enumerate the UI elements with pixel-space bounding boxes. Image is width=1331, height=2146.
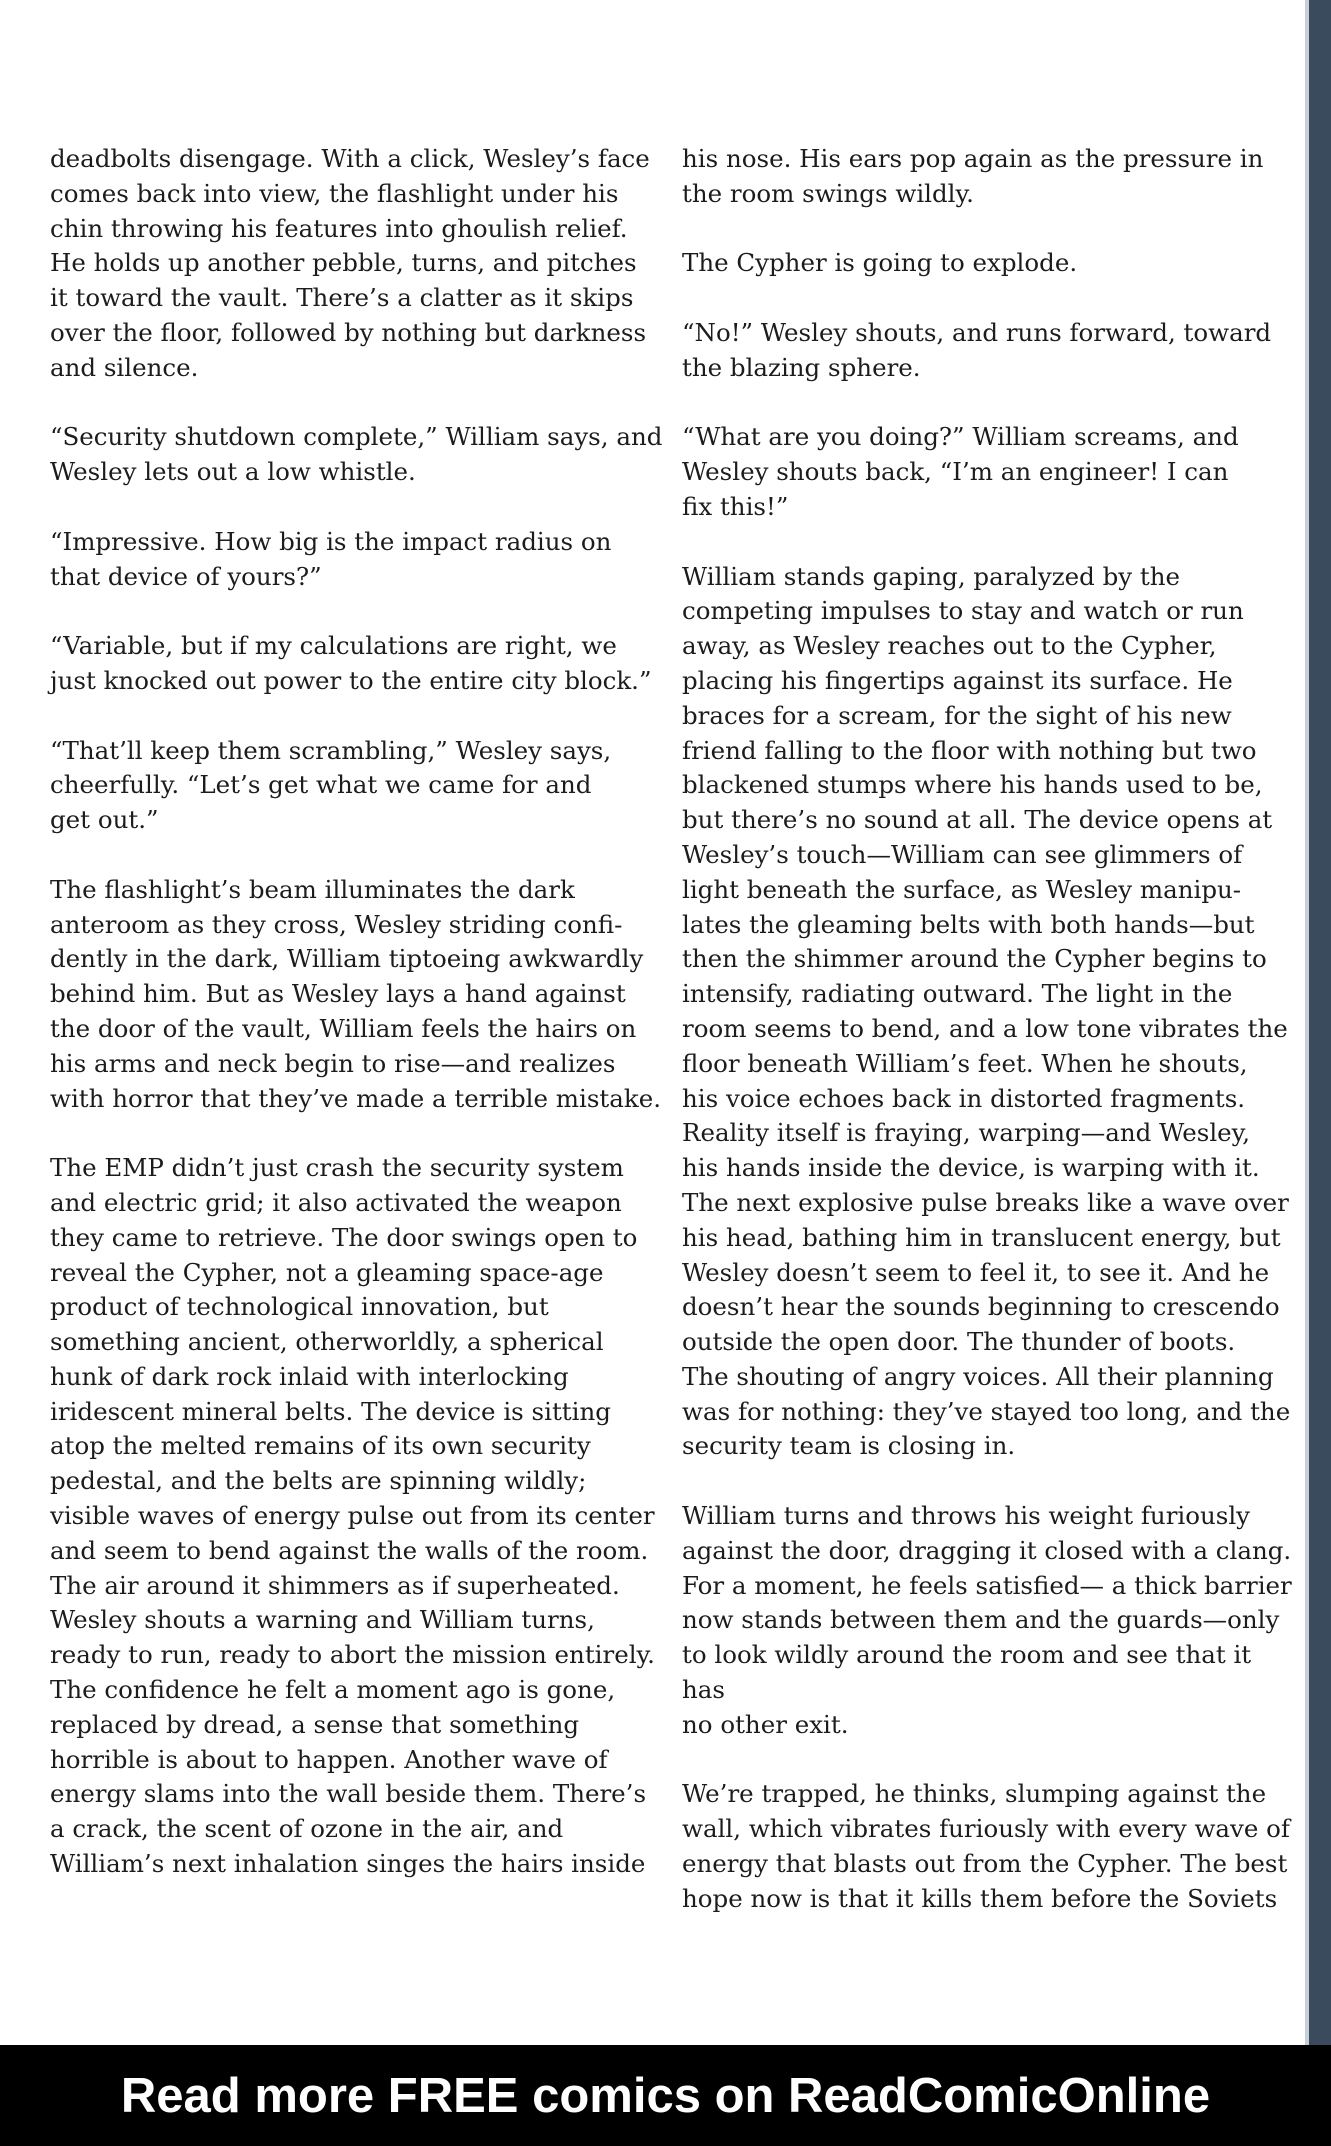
paragraph: “That’ll keep them scrambling,” Wesley says, cheerfully. “Let’s get what we came for and get out.” — [50, 735, 612, 835]
left-text-column — [50, 142, 668, 1917]
promo-banner-text[interactable]: Read more FREE comics on ReadComicOnline — [120, 2068, 1211, 2123]
paragraph: William stands gaping, paralyzed by the competing impulses to stay and watch or run away, as Wesley reaches out to the Cypher, placing his fingertips against its surface. He braces for a scream, for the sight of his new friend falling to the floor with nothing but two blackened stumps where his hands used to be, but there’s no sound at all. The device opens at Wesley’s touch—William can see glimmers of light beneath the surface, as Wesley manipu- lates the gleaming belts with both hands—but then the shimmer around the Cypher begins to intensify, radiating outward. The light in the room seems to bend, and a low tone vibrates the floor beneath William’s feet. When he shouts, his voice echoes back in distorted fragments. Reality itself is fraying, warping—and Wesley, his hands inside the device, is warping with it. The next explosive pulse breaks like a wave over his head, bathing him in translucent energy, but Wesley doesn’t seem to feel it, to see it. And he doesn’t hear the sounds beginning to crescendo outside the open door. The thunder of boots. The shouting of angry voices. All their planning was for nothing: they’ve stayed too long, and the security team is closing in. — [682, 561, 1291, 1461]
paragraph: We’re trapped, he thinks, slumping against the wall, which vibrates furiously with every wave of energy that blasts out from the Cypher. The best hope now is that it kills them before the Soviets — [682, 1779, 1290, 1913]
paragraph: The EMP didn’t just crash the security system and electric grid; it also activated the weapon they came to retrieve. The door swings open to reveal the Cypher, not a gleaming space-age product of technological innovation, but something ancient, otherworldly, a spherical hunk of dark rock inlaid with interlocking iridescent mineral belts. The device is sitting atop the melted remains of its own security pedestal, and the belts are spinning wildly; visible waves of energy pulse out from its center and seem to bend against the walls of the room. The air around it shimmers as if superheated. Wesley shouts a warning and William turns, ready to run, ready to abort the mission entirely. The confidence he felt a moment ago is gone, replaced by dread, a sense that something horrible is about to happen. Another wave of energy slams into the wall beside them. There’s a crack, the scent of ozone in the air, and William’s next inhalation singes the hairs inside — [50, 1153, 655, 1879]
paragraph: “Impressive. How big is the impact radius on that device of yours?” — [50, 526, 612, 591]
paragraph: William turns and throws his weight furiously against the door, dragging it closed with a clang. For a moment, he feels satisfied— a thick barrier now stands between them and the guards—only to look wildly around the room and see that it has no other exit. — [682, 1501, 1292, 1739]
right-text-column — [682, 142, 1300, 1951]
paragraph: “No!” Wesley shouts, and runs forward, toward the blazing sphere. — [682, 317, 1272, 382]
paragraph: deadbolts disengage. With a click, Wesley’s face comes back into view, the flashlight under his chin throwing his features into ghoulish relief. He holds up another pebble, turns, and pitches it toward the vault. There’s a clatter as it skips over the floor, followed by nothing but darkness and silence. — [50, 144, 650, 382]
paragraph: “Security shutdown complete,” William says, and Wesley lets out a low whistle. — [50, 422, 663, 487]
promo-banner[interactable] — [0, 2045, 1331, 2146]
paragraph: The flashlight’s beam illuminates the dark anteroom as they cross, Wesley striding confi- dently in the dark, William tiptoeing awkwardly behind him. But as Wesley lays a hand against the door of the vault, William feels the hairs on his arms and neck begin to rise—and realizes with horror that they’ve made a terrible mistake. — [50, 874, 662, 1113]
paragraph: his nose. His ears pop again as the pressure in the room swings wildly. — [682, 144, 1264, 208]
paragraph: The Cypher is going to explode. — [682, 248, 1078, 278]
page-edge-highlight — [1305, 0, 1309, 2045]
paragraph: “What are you doing?” William screams, and Wesley shouts back, “I’m an engineer! I can fix this!” — [682, 422, 1239, 521]
paragraph: “Variable, but if my calculations are right, we just knocked out power to the entire city block.” — [50, 631, 652, 695]
